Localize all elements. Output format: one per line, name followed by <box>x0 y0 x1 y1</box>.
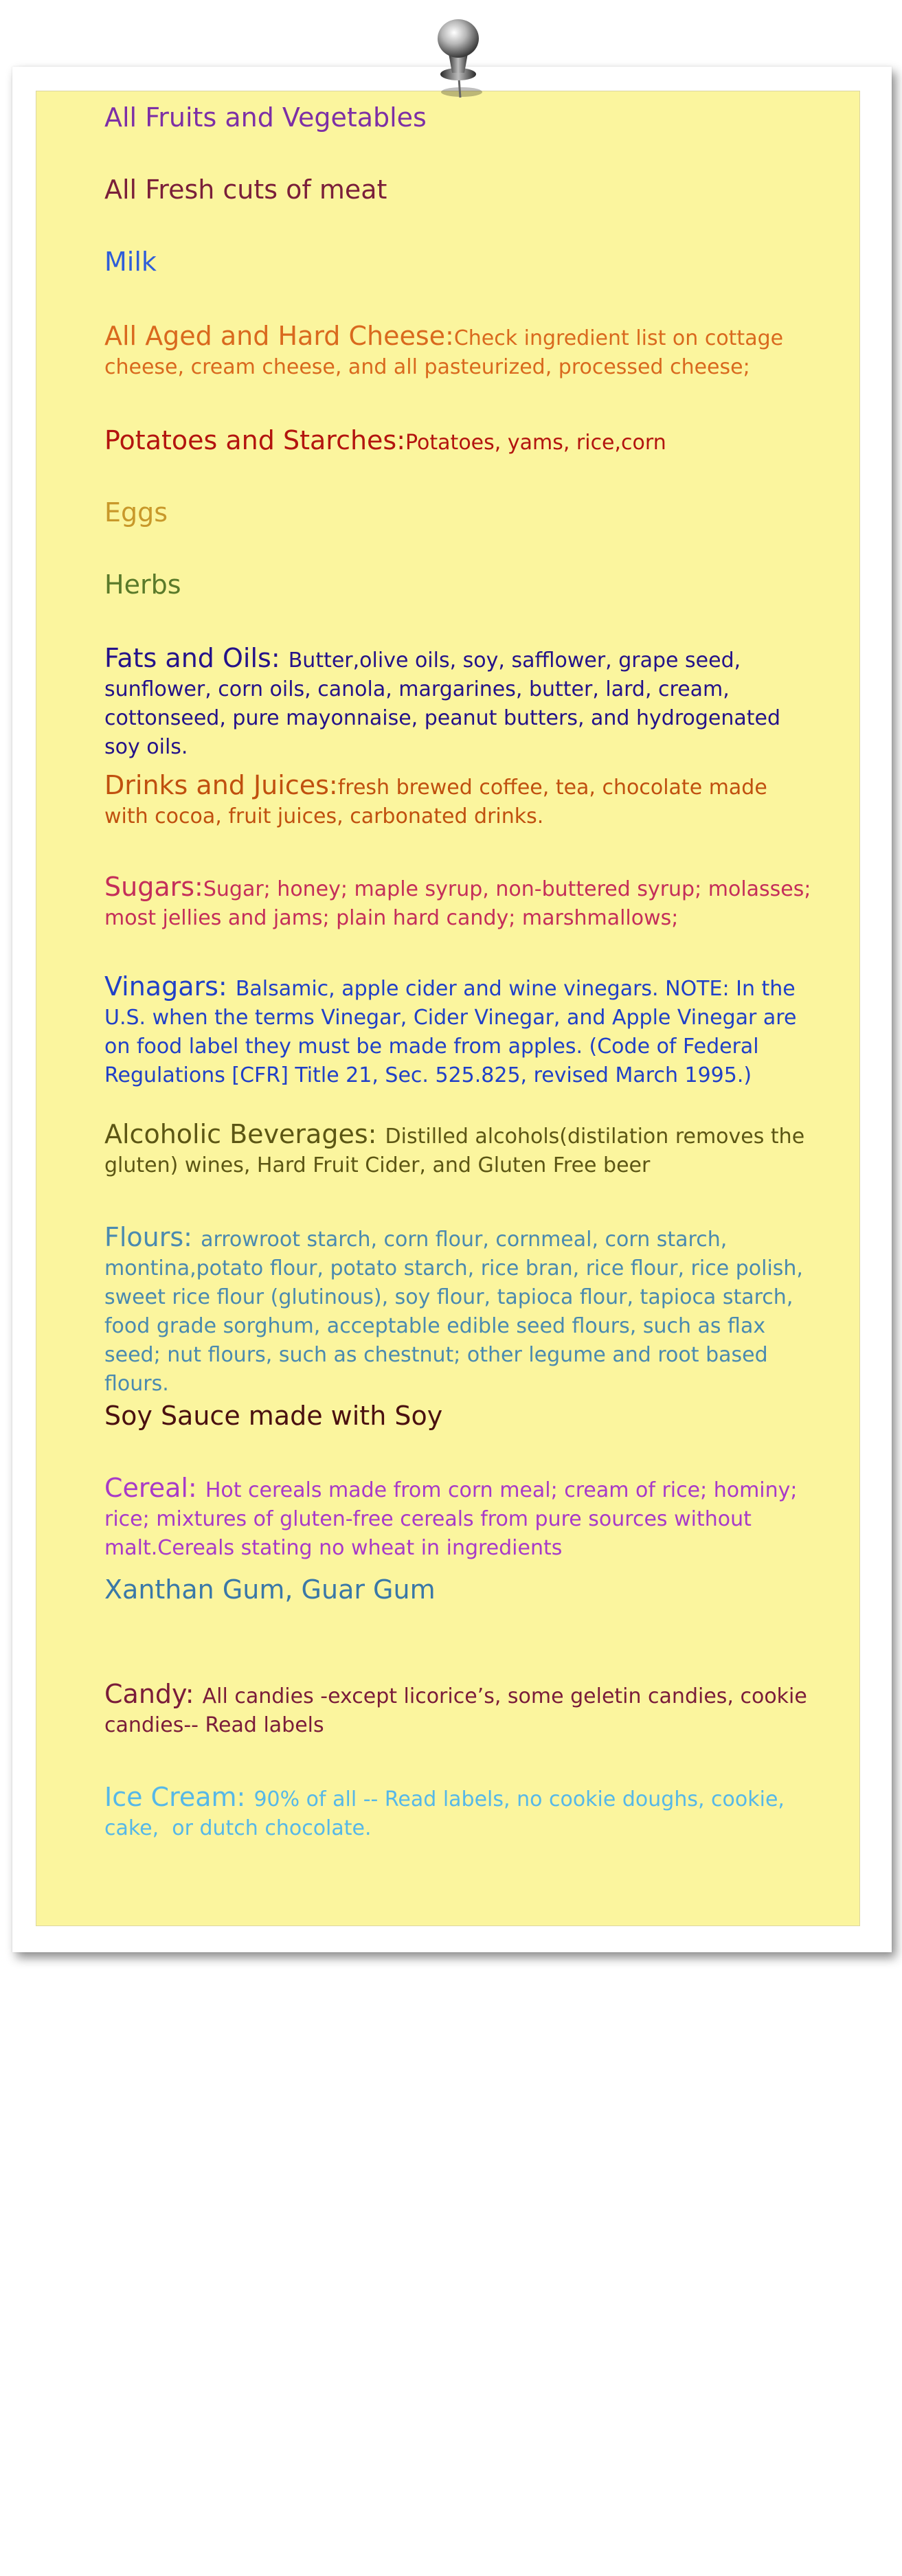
item-description: Balsamic, apple cider and wine vinegars. NOTE: In the U.S. when the terms Vinegar, Cider Vinegar, and Apple Vinegar are on food label they must be made from apples. (Code of Federal Regulations [CFR] Title 21, Sec. 525.825, revised March 1995.) <box>104 977 797 1087</box>
list-item <box>104 972 812 1090</box>
list-item <box>104 1473 812 1563</box>
list-item <box>104 1223 812 1399</box>
item-description: Hot cereals made from corn meal; cream of rice; hominy; rice; mixtures of gluten-free cereals from pure sources without malt.Cereals stating no wheat in ingredients <box>104 1478 798 1560</box>
item-heading: Vinagars: <box>104 971 236 1002</box>
item-description: 90% of all -- Read labels, no cookie doughs, cookie, cake, or dutch chocolate. <box>104 1787 785 1840</box>
list-item <box>104 426 812 457</box>
item-heading: Potatoes and Starches: <box>104 425 406 455</box>
item-description: Check ingredient list on cottage cheese, cream cheese, and all pasteurized, processed cheese; <box>104 326 784 379</box>
list-item <box>104 644 812 762</box>
item-heading: Soy Sauce made with Soy <box>104 1401 443 1431</box>
list-item <box>104 570 812 602</box>
item-heading: Herbs <box>104 569 181 600</box>
item-heading: Fats and Oils: <box>104 643 289 673</box>
list-item <box>104 1680 812 1740</box>
item-heading: Sugars: <box>104 872 203 902</box>
list-item <box>104 1783 812 1843</box>
list-item <box>104 771 812 831</box>
item-heading: Eggs <box>104 497 168 528</box>
item-heading: Xanthan Gum, Guar Gum <box>104 1574 436 1605</box>
item-heading: Ice Cream: <box>104 1782 254 1812</box>
item-description: arrowroot starch, corn flour, cornmeal, corn starch, montina,potato flour, potato starch, rice bran, rice flour, rice polish, sweet rice flour (glutinous), soy flour, tapioca flour, tapioca starch, food grade sorghum, acceptable edible seed flours, such as flax seed; nut flours, such as chestnut; other legume and root based flours. <box>104 1228 803 1396</box>
item-heading: Candy: <box>104 1679 203 1709</box>
list-item <box>104 1120 812 1180</box>
list-item <box>104 321 812 382</box>
item-heading: Milk <box>104 247 157 277</box>
list-item <box>104 1401 812 1433</box>
item-description: fresh brewed coffee, tea, chocolate made with cocoa, fruit juices, carbonated drinks. <box>104 776 767 828</box>
pushpin-icon <box>420 15 496 104</box>
item-description: Sugar; honey; maple syrup, non-buttered syrup; molasses; most jellies and jams; plain hard candy; marshmallows; <box>104 877 811 930</box>
item-heading: Drinks and Juices: <box>104 770 338 800</box>
item-heading: Cereal: <box>104 1473 205 1503</box>
item-description: All candies -except licorice’s, some geletin candies, cookie candies-- Read labels <box>104 1684 807 1737</box>
list-item <box>104 1575 812 1607</box>
list-item <box>104 103 812 135</box>
item-description: Potatoes, yams, rice,corn <box>405 431 666 455</box>
item-heading: All Fresh cuts of meat <box>104 174 387 205</box>
item-heading: All Aged and Hard Cheese: <box>104 321 454 351</box>
item-description: Butter,olive oils, soy, safflower, grape seed, sunflower, corn oils, canola, margarines, butter, lard, cream, cottonseed, pure mayonnaise, peanut butters, and hydrogenated soy oils. <box>104 648 781 759</box>
list-item <box>104 498 812 530</box>
list-item <box>104 247 812 279</box>
list-item <box>104 872 812 933</box>
item-description: Distilled alcohols(distilation removes the gluten) wines, Hard Fruit Cider, and Gluten Free beer <box>104 1125 805 1177</box>
item-heading: Flours: <box>104 1222 201 1252</box>
list-item <box>104 175 812 207</box>
item-heading: Alcoholic Beverages: <box>104 1119 385 1149</box>
item-heading: All Fruits and Vegetables <box>104 102 427 133</box>
